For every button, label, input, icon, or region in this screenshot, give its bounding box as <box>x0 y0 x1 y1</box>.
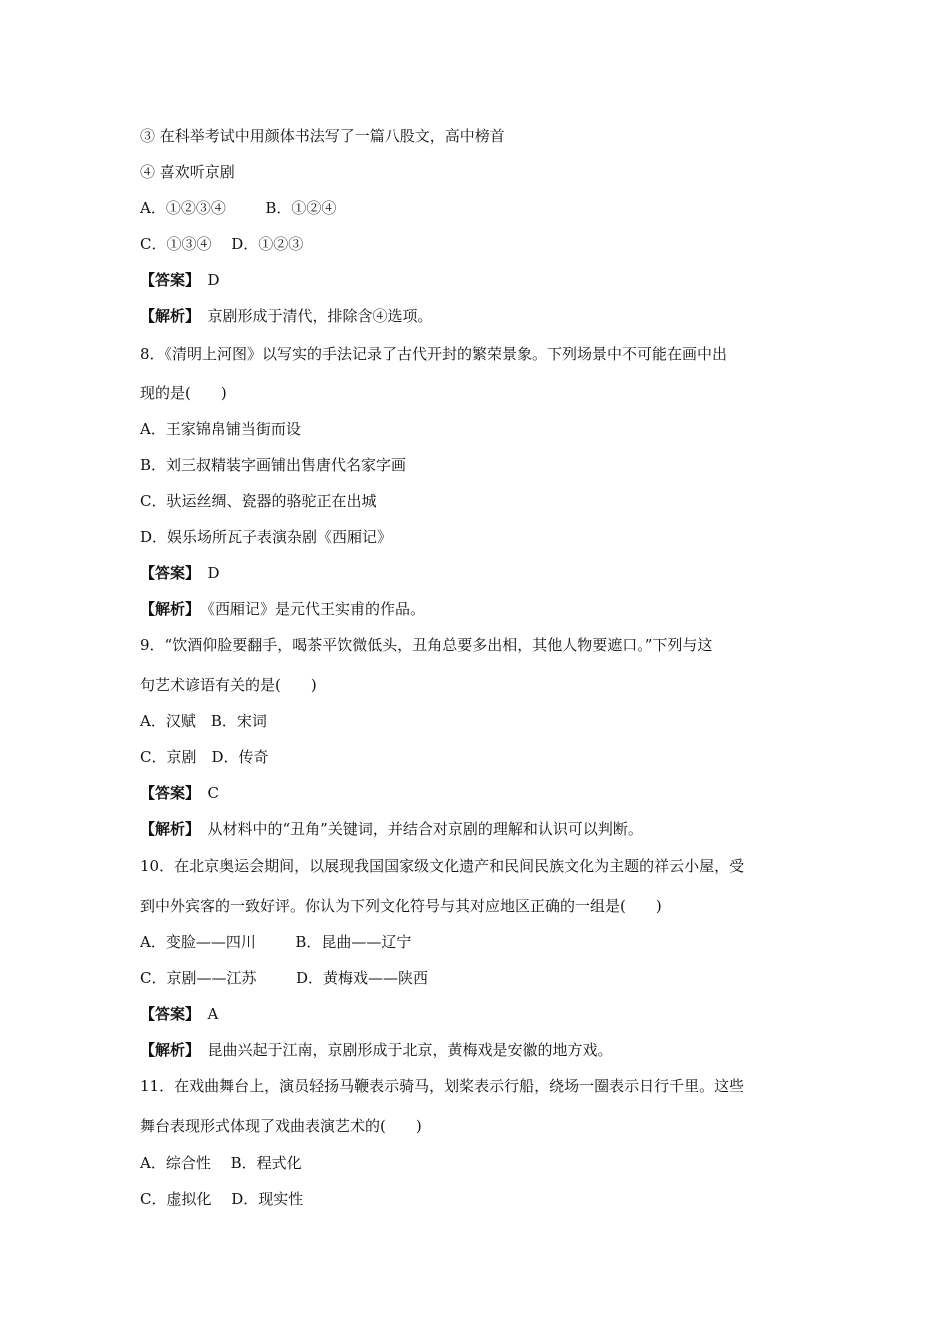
question-8-option-b: B．刘三叔精装字画铺出售唐代名家字画 <box>140 456 407 474</box>
analysis-line: 【解析】 《西厢记》是元代王实甫的作品。 <box>140 600 426 618</box>
choices-line: A．①②③④ B．①②④ <box>140 199 337 217</box>
question-10-stem: 10．在北京奥运会期间，以展现我国国家级文化遗产和民间民族文化为主题的祥云小屋，受 <box>140 857 745 875</box>
question-8-option-d: D．娱乐场所瓦子表演杂剧《西厢记》 <box>140 528 393 546</box>
answer-line: 【答案】 D <box>140 564 220 582</box>
question-8-option-c: C．驮运丝绸、瓷器的骆驼正在出城 <box>140 492 377 510</box>
question-10-stem-cont: 到中外宾客的一致好评。你认为下列文化符号与其对应地区正确的一组是( ) <box>140 897 662 915</box>
question-9-stem: 9．“饮酒仰脸要翻手，喝茶平饮微低头，丑角总要多出相，其他人物要遮口。”下列与这 <box>140 636 713 654</box>
analysis-line: 【解析】 京剧形成于清代，排除含④选项。 <box>140 307 433 325</box>
answer-line: 【答案】 C <box>140 784 219 802</box>
question-8-stem-cont: 现的是( ) <box>140 384 227 402</box>
question-8-stem: 8．《清明上河图》以写实的手法记录了古代开封的繁荣景象。下列场景中不可能在画中出 <box>140 345 728 363</box>
question-11-stem: 11．在戏曲舞台上，演员轻扬马鞭表示骑马，划桨表示行船，绕场一圈表示日行千里。这些 <box>140 1077 745 1095</box>
analysis-line: 【解析】 从材料中的“丑角”关键词，并结合对京剧的理解和认识可以判断。 <box>140 820 643 838</box>
question-9-stem-cont: 句艺术谚语有关的是( ) <box>140 676 317 694</box>
question-10-options-cd: C．京剧——江苏 D．黄梅戏——陕西 <box>140 969 429 987</box>
choices-line: C．①③④ D．①②③ <box>140 235 304 253</box>
question-11-options-cd: C．虚拟化 D．现实性 <box>140 1190 304 1208</box>
question-10-options-ab: A．变脸——四川 B．昆曲——辽宁 <box>140 933 412 951</box>
question-9-options-cd: C．京剧 D．传奇 <box>140 748 269 766</box>
option-line-4: ④ 喜欢听京剧 <box>140 163 235 181</box>
question-8-option-a: A．王家锦帛铺当街而设 <box>140 420 301 438</box>
answer-line: 【答案】 A <box>140 1005 219 1023</box>
option-line-3: ③ 在科举考试中用颜体书法写了一篇八股文，高中榜首 <box>140 127 505 145</box>
question-11-options-ab: A．综合性 B．程式化 <box>140 1154 302 1172</box>
question-9-options-ab: A．汉赋 B．宋词 <box>140 712 267 730</box>
analysis-line: 【解析】 昆曲兴起于江南，京剧形成于北京，黄梅戏是安徽的地方戏。 <box>140 1041 613 1059</box>
question-11-stem-cont: 舞台表现形式体现了戏曲表演艺术的( ) <box>140 1117 422 1135</box>
answer-line: 【答案】 D <box>140 271 220 289</box>
